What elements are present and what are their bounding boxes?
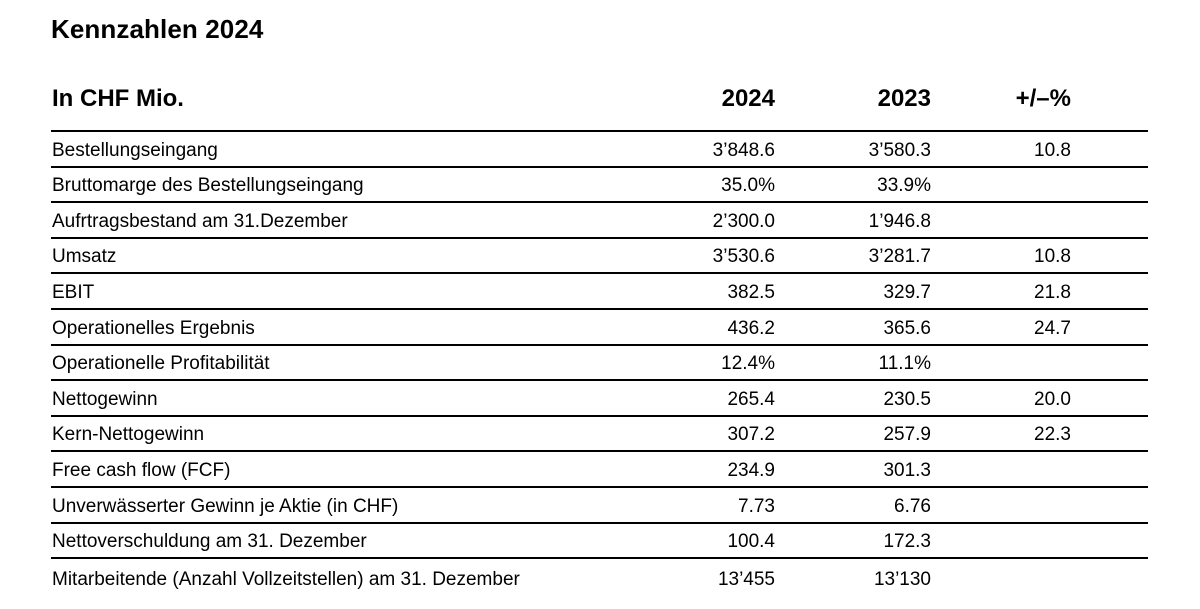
row-value-2024: 12.4% xyxy=(721,353,775,375)
table-body xyxy=(51,132,1148,595)
row-value-2023: 257.9 xyxy=(883,424,931,446)
row-value-2024: 35.0% xyxy=(721,175,775,197)
row-label: Nettoverschuldung am 31. Dezember xyxy=(52,531,367,553)
row-value-2023: 6.76 xyxy=(894,495,931,517)
row-value-2024: 307.2 xyxy=(727,424,775,446)
row-value-2023: 1’946.8 xyxy=(868,210,931,232)
page-title: Kennzahlen 2024 xyxy=(51,14,264,44)
row-label: Mitarbeitende (Anzahl Vollzeitstellen) am 31. Dezember xyxy=(52,568,520,590)
row-label: Operationelles Ergebnis xyxy=(52,317,255,339)
row-change-percent: 10.8 xyxy=(1034,246,1071,268)
table-row xyxy=(51,274,1148,310)
row-label: Unverwässerter Gewinn je Aktie (in CHF) xyxy=(52,495,399,517)
header-change-percent: +/–% xyxy=(1015,85,1071,112)
row-value-2024: 3’530.6 xyxy=(712,246,775,268)
row-label: Kern-Nettogewinn xyxy=(52,424,205,446)
row-value-2024: 7.73 xyxy=(738,495,775,517)
row-value-2024: 13’455 xyxy=(717,568,775,590)
row-value-2023: 172.3 xyxy=(883,531,931,553)
table-row xyxy=(51,310,1148,346)
table-row xyxy=(51,132,1148,168)
table-row xyxy=(51,417,1148,453)
row-value-2024: 100.4 xyxy=(727,531,775,553)
row-value-2023: 33.9% xyxy=(877,175,931,197)
row-change-percent: 22.3 xyxy=(1034,424,1071,446)
table-row xyxy=(51,381,1148,417)
table-row xyxy=(51,346,1148,382)
row-value-2023: 301.3 xyxy=(883,459,931,481)
row-value-2024: 265.4 xyxy=(727,388,775,410)
header-year-2023: 2023 xyxy=(877,85,931,112)
row-change-percent: 20.0 xyxy=(1034,388,1071,410)
row-label: Bruttomarge des Bestellungseingang xyxy=(52,175,364,197)
row-label: Operationelle Profitabilität xyxy=(52,353,270,375)
row-value-2024: 382.5 xyxy=(727,281,775,303)
row-value-2024: 2’300.0 xyxy=(712,210,775,232)
row-value-2024: 3’848.6 xyxy=(712,139,775,161)
row-value-2024: 234.9 xyxy=(727,459,775,481)
table-row xyxy=(51,524,1148,560)
table-row xyxy=(51,239,1148,275)
row-label: EBIT xyxy=(52,281,95,303)
row-value-2023: 365.6 xyxy=(883,317,931,339)
table-row xyxy=(51,488,1148,524)
row-label: Nettogewinn xyxy=(52,388,158,410)
table-header-row xyxy=(51,78,1148,132)
table-row xyxy=(51,168,1148,204)
header-unit-label: In CHF Mio. xyxy=(52,85,184,112)
row-label: Bestellungseingang xyxy=(52,139,218,161)
row-value-2023: 329.7 xyxy=(883,281,931,303)
row-value-2023: 11.1% xyxy=(878,353,931,375)
key-figures-table xyxy=(51,78,1148,595)
row-value-2024: 436.2 xyxy=(727,317,775,339)
row-change-percent: 21.8 xyxy=(1034,281,1071,303)
row-value-2023: 230.5 xyxy=(883,388,931,410)
table-row xyxy=(51,452,1148,488)
row-value-2023: 3’281.7 xyxy=(868,246,931,268)
table-row xyxy=(51,559,1148,595)
header-year-2024: 2024 xyxy=(721,85,775,112)
row-label: Free cash flow (FCF) xyxy=(52,459,231,481)
row-label: Aufrtragsbestand am 31.Dezember xyxy=(52,210,348,232)
row-change-percent: 10.8 xyxy=(1034,139,1071,161)
row-label: Umsatz xyxy=(52,246,117,268)
row-value-2023: 13’130 xyxy=(873,568,931,590)
row-value-2023: 3’580.3 xyxy=(868,139,931,161)
table-row xyxy=(51,203,1148,239)
row-change-percent: 24.7 xyxy=(1034,317,1071,339)
